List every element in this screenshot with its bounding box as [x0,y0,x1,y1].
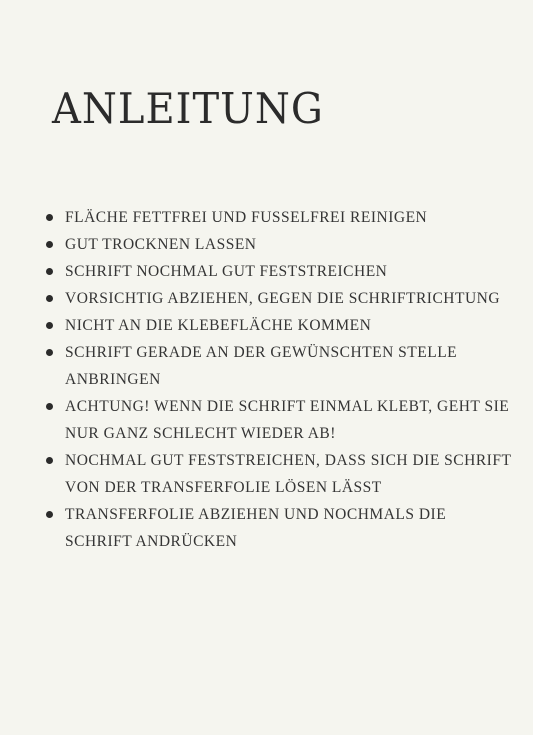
bullet-icon [46,268,53,275]
list-item [46,447,516,501]
step-text: NOCHMAL GUT FESTSTREICHEN, DASS SICH DIE SCHRIFT VON DER TRANSFERFOLIE LÖSEN LÄSST [65,452,512,496]
page-title: ANLEITUNG [52,84,324,134]
list-item [46,285,516,312]
bullet-icon [46,295,53,302]
bullet-icon [46,511,53,518]
list-item [46,231,516,258]
bullet-icon [46,457,53,464]
step-text: NICHT AN DIE KLEBEFLÄCHE KOMMEN [65,317,372,334]
bullet-icon [46,349,53,356]
bullet-icon [46,214,53,221]
list-item [46,312,516,339]
list-item [46,393,516,447]
instruction-list [46,204,516,555]
step-text: ACHTUNG! WENN DIE SCHRIFT EINMAL KLEBT, GEHT SIE NUR GANZ SCHLECHT WIEDER AB! [65,398,510,442]
list-item [46,258,516,285]
step-text: SCHRIFT GERADE AN DER GEWÜNSCHTEN STELLE ANBRINGEN [65,344,458,388]
bullet-icon [46,322,53,329]
bullet-icon [46,403,53,410]
step-text: FLÄCHE FETTFREI UND FUSSELFREI REINIGEN [65,209,428,226]
bullet-icon [46,241,53,248]
step-text: SCHRIFT NOCHMAL GUT FESTSTREICHEN [65,263,388,280]
step-text: TRANSFERFOLIE ABZIEHEN UND NOCHMALS DIE SCHRIFT ANDRÜCKEN [65,506,447,550]
list-item [46,501,516,555]
step-text: VORSICHTIG ABZIEHEN, GEGEN DIE SCHRIFTRICHTUNG [65,290,501,307]
step-text: GUT TROCKNEN LASSEN [65,236,257,253]
list-item [46,204,516,231]
list-item [46,339,516,393]
